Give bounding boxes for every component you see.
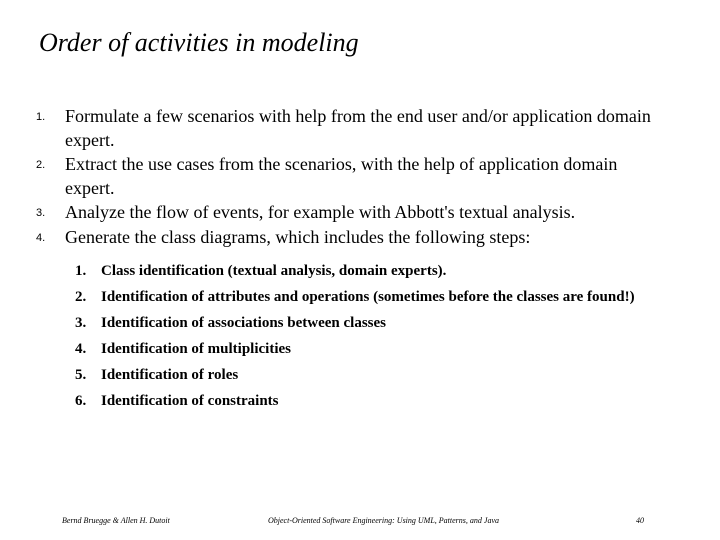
activity-text: Formulate a few scenarios with help from the end user and/or application domain expert. <box>65 106 651 150</box>
activity-list <box>0 105 720 250</box>
activity-text: Extract the use cases from the scenarios, with the help of application domain expert. <box>65 154 618 198</box>
activity-item <box>0 226 665 250</box>
activity-text: Generate the class diagrams, which includes the following steps: <box>65 226 531 247</box>
step-text: Identification of attributes and operations (sometimes before the classes are found!) <box>101 289 635 305</box>
step-number: 5. <box>75 367 87 383</box>
step-text: Class identification (textual analysis, domain experts). <box>101 263 447 279</box>
step-number: 1. <box>75 263 87 279</box>
step-item <box>0 262 661 280</box>
activity-text: Analyze the flow of events, for example with Abbott's textual analysis. <box>65 202 576 222</box>
page-number: 40 <box>636 516 644 525</box>
step-text: Identification of roles <box>101 367 239 383</box>
activity-item <box>0 153 665 200</box>
step-text: Identification of associations between classes <box>101 315 386 331</box>
step-item <box>0 340 661 358</box>
step-item <box>0 392 661 410</box>
footer-book-title: Object-Oriented Software Engineering: Using UML, Patterns, and Java <box>268 516 499 525</box>
activity-item <box>0 201 665 225</box>
step-number: 6. <box>75 393 87 409</box>
step-number: 2. <box>75 289 87 305</box>
step-number: 4. <box>75 341 87 357</box>
step-text: Identification of multiplicities <box>101 341 291 357</box>
activity-number: 3. <box>36 207 46 219</box>
activity-number: 2. <box>36 159 46 171</box>
step-number: 3. <box>75 315 87 331</box>
step-item <box>0 314 661 332</box>
class-diagram-steps <box>0 262 720 418</box>
footer-authors: Bernd Bruegge & Allen H. Dutoit <box>62 516 170 525</box>
step-item <box>0 288 661 306</box>
step-item <box>0 366 661 384</box>
step-text: Identification of constraints <box>101 393 279 409</box>
activity-number: 1. <box>36 111 46 123</box>
activity-item <box>0 105 665 152</box>
activity-number: 4. <box>36 231 46 244</box>
slide-title: Order of activities in modeling <box>39 28 359 57</box>
